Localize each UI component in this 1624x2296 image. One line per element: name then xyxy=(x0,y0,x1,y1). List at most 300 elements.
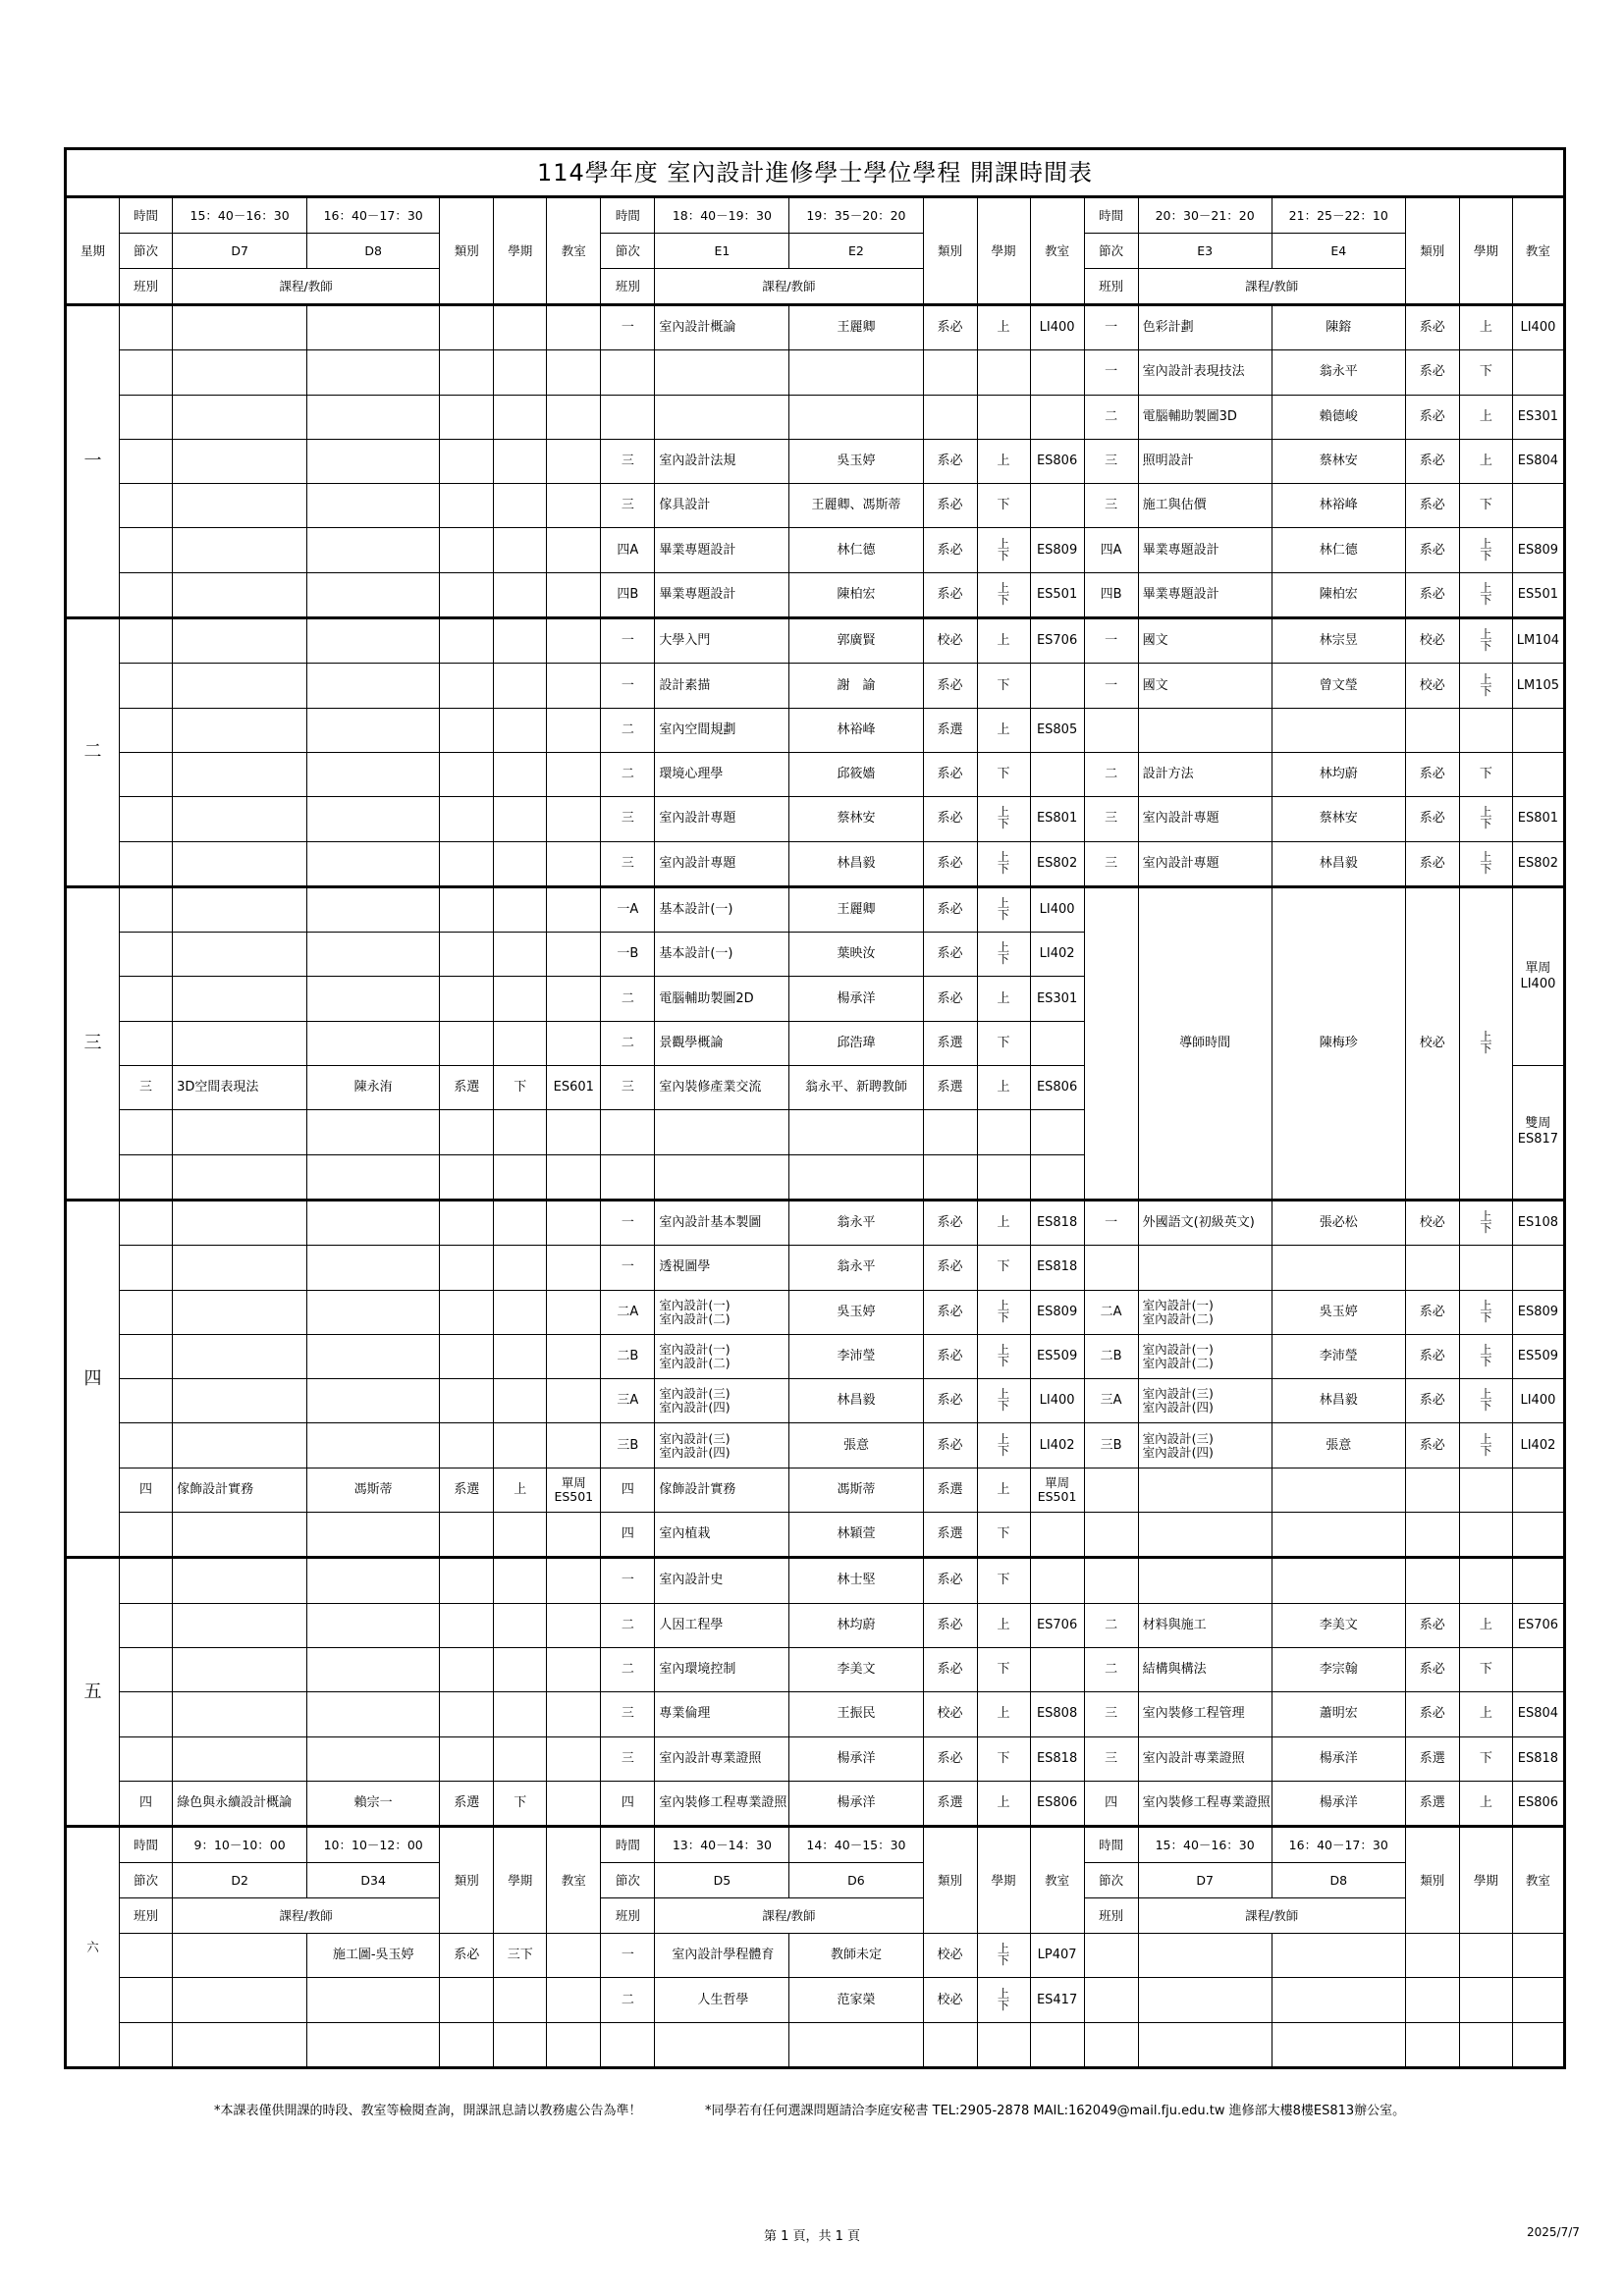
course-cell xyxy=(173,1692,307,1736)
term-cell: 下 xyxy=(977,1647,1030,1691)
teacher-cell: 林穎萱 xyxy=(789,1513,923,1558)
type-cell: 系必 xyxy=(1405,752,1459,796)
room-cell xyxy=(1512,752,1564,796)
period-label: 節次 xyxy=(1084,1863,1138,1898)
room-cell xyxy=(547,1290,601,1334)
course-cell xyxy=(173,886,307,932)
teacher-cell: 賴宗一 xyxy=(307,1781,440,1826)
type-cell: 系選 xyxy=(1405,1736,1459,1781)
period-code: E2 xyxy=(789,234,923,269)
class-label: 班別 xyxy=(120,1898,173,1934)
type-cell xyxy=(440,797,494,841)
course-cell xyxy=(655,2022,789,2067)
type-cell xyxy=(440,395,494,439)
class-cell xyxy=(120,841,173,886)
term-cell xyxy=(1459,1513,1512,1558)
time-slot: 10：10－12：00 xyxy=(307,1827,440,1863)
class-cell xyxy=(120,439,173,483)
type-cell: 系必 xyxy=(440,1934,494,1978)
teacher-cell xyxy=(789,350,923,395)
term-cell xyxy=(1459,528,1512,572)
type-cell xyxy=(440,572,494,617)
room-cell xyxy=(1030,1513,1084,1558)
room-cell xyxy=(1512,1246,1564,1290)
type-header: 類別 xyxy=(1405,1827,1459,1934)
teacher-cell: 范家榮 xyxy=(789,1978,923,2022)
teacher-cell xyxy=(307,1200,440,1245)
class-cell xyxy=(120,1110,173,1154)
class-cell: 一B xyxy=(601,933,655,977)
class-cell xyxy=(120,305,173,350)
teacher-cell xyxy=(1272,1978,1405,2022)
room-cell: ES808 xyxy=(1030,1692,1084,1736)
room-cell xyxy=(1030,664,1084,708)
term-cell xyxy=(494,1154,547,1200)
course-cell xyxy=(173,1290,307,1334)
type-header: 類別 xyxy=(440,197,494,305)
course-cell: 專業倫理 xyxy=(655,1692,789,1736)
type-cell: 系必 xyxy=(923,1736,977,1781)
teacher-cell xyxy=(1272,1468,1405,1512)
class-cell xyxy=(120,528,173,572)
course-cell: 室內設計專題 xyxy=(655,797,789,841)
teacher-cell xyxy=(307,1647,440,1691)
teacher-cell: 楊承洋 xyxy=(789,977,923,1021)
room-cell xyxy=(547,1021,601,1065)
type-cell: 系必 xyxy=(923,439,977,483)
room-header: 教室 xyxy=(1030,1827,1084,1934)
type-cell xyxy=(1405,1246,1459,1290)
course-cell: 傢飾設計實務 xyxy=(655,1468,789,1512)
type-cell: 系選 xyxy=(440,1781,494,1826)
term-cell xyxy=(977,1154,1030,1200)
room-cell xyxy=(1512,1934,1564,1978)
teacher-cell: 李美文 xyxy=(1272,1603,1405,1647)
note-disclaimer: *本課表僅供開課的時段、教室等檢閱查詢，開課訊息請以教務處公告為準！ xyxy=(214,2104,642,2118)
teacher-cell xyxy=(1272,1246,1405,1290)
term-header: 學期 xyxy=(1459,1827,1512,1934)
room-cell xyxy=(547,977,601,1021)
day-wed: 三 xyxy=(66,886,120,1200)
term-cell xyxy=(977,528,1030,572)
term-cell xyxy=(1459,1978,1512,2022)
type-header: 類別 xyxy=(440,1827,494,1934)
type-cell: 系必 xyxy=(1405,797,1459,841)
teacher-cell xyxy=(307,395,440,439)
course-cell xyxy=(655,1154,789,1200)
class-cell xyxy=(120,752,173,796)
room-cell: LM105 xyxy=(1512,664,1564,708)
course-cell: 室內裝修工程專業證照 xyxy=(655,1781,789,1826)
type-cell: 系必 xyxy=(923,1246,977,1290)
teacher-cell: 張意 xyxy=(1272,1423,1405,1468)
term-cell xyxy=(494,1692,547,1736)
class-cell: 二 xyxy=(1084,752,1138,796)
course-cell xyxy=(173,1647,307,1691)
room-cell: LI402 xyxy=(1030,1423,1084,1468)
teacher-cell: 郭廣賢 xyxy=(789,618,923,664)
type-cell: 校必 xyxy=(923,1934,977,1978)
term-cell xyxy=(494,797,547,841)
class-cell: 二 xyxy=(601,752,655,796)
class-cell: 四 xyxy=(601,1781,655,1826)
term-cell xyxy=(1459,572,1512,617)
schedule-sheet xyxy=(64,147,1566,2069)
term-cell xyxy=(494,528,547,572)
class-cell xyxy=(120,977,173,1021)
teacher-cell: 林裕峰 xyxy=(1272,484,1405,528)
teacher-cell: 王麗卿 xyxy=(789,886,923,932)
class-cell xyxy=(120,350,173,395)
class-cell: 一 xyxy=(1084,305,1138,350)
type-cell: 系必 xyxy=(923,1379,977,1423)
time-slot: 15：40－16：30 xyxy=(1138,1827,1272,1863)
course-cell: 綠色與永續設計概論 xyxy=(173,1781,307,1826)
class-cell: 二 xyxy=(601,977,655,1021)
course-cell xyxy=(655,395,789,439)
class-cell: 四 xyxy=(120,1781,173,1826)
course-cell: 畢業專題設計 xyxy=(1138,572,1272,617)
course-cell: 外國語文(初級英文) xyxy=(1138,1200,1272,1245)
course-cell: 室內設計(一) 室內設計(二) xyxy=(655,1290,789,1334)
class-label: 班別 xyxy=(601,1898,655,1934)
teacher-cell xyxy=(307,886,440,932)
term-header: 學期 xyxy=(494,1827,547,1934)
class-cell xyxy=(120,664,173,708)
room-cell xyxy=(1030,2022,1084,2067)
course-cell: 室內設計史 xyxy=(655,1558,789,1603)
type-cell xyxy=(440,618,494,664)
term-header: 學期 xyxy=(494,197,547,305)
type-cell xyxy=(440,1423,494,1468)
term-value: 上 下 xyxy=(1480,1029,1492,1055)
teacher-cell xyxy=(307,1692,440,1736)
term-value: 上 下 xyxy=(998,1298,1010,1324)
teacher-cell: 李美文 xyxy=(789,1647,923,1691)
teacher-cell: 李沛瑩 xyxy=(1272,1334,1405,1378)
type-cell xyxy=(440,528,494,572)
type-cell xyxy=(1405,708,1459,752)
type-cell xyxy=(440,484,494,528)
type-header: 類別 xyxy=(1405,197,1459,305)
teacher-cell: 林均蔚 xyxy=(1272,752,1405,796)
type-cell: 系必 xyxy=(923,1334,977,1378)
course-cell: 人生哲學 xyxy=(655,1978,789,2022)
homeroom-room-odd: 單周 LI400 xyxy=(1512,886,1564,1065)
room-cell xyxy=(547,1603,601,1647)
room-cell: ES801 xyxy=(1030,797,1084,841)
room-cell: ES501 xyxy=(1512,572,1564,617)
page-number: 第 1 頁，共 1 頁 xyxy=(763,2229,861,2244)
course-cell xyxy=(173,933,307,977)
time-slot: 16：40－17：30 xyxy=(307,197,440,234)
term-value: 上 下 xyxy=(998,536,1010,562)
room-cell: ES805 xyxy=(1030,708,1084,752)
class-cell: 四A xyxy=(601,528,655,572)
class-cell: 三B xyxy=(601,1423,655,1468)
term-cell: 下 xyxy=(1459,1736,1512,1781)
teacher-cell xyxy=(307,1423,440,1468)
room-cell xyxy=(547,484,601,528)
type-cell: 校必 xyxy=(1405,664,1459,708)
term-cell xyxy=(1459,841,1512,886)
room-cell: ES417 xyxy=(1030,1978,1084,2022)
teacher-cell xyxy=(307,439,440,483)
course-cell: 室內設計專題 xyxy=(1138,797,1272,841)
teacher-cell xyxy=(307,977,440,1021)
class-cell: 四 xyxy=(601,1513,655,1558)
time-slot: 16：40－17：30 xyxy=(1272,1827,1405,1863)
term-cell: 下 xyxy=(1459,1647,1512,1691)
term-cell xyxy=(494,886,547,932)
term-value: 上 下 xyxy=(998,896,1010,922)
course-cell: 傢飾設計實務 xyxy=(173,1468,307,1512)
homeroom-term xyxy=(1459,886,1512,1200)
term-cell: 上 xyxy=(494,1468,547,1512)
teacher-cell: 翁永平 xyxy=(789,1246,923,1290)
term-value: 上 下 xyxy=(998,805,1010,831)
class-cell xyxy=(120,708,173,752)
course-cell xyxy=(1138,1513,1272,1558)
class-cell xyxy=(120,1290,173,1334)
room-cell xyxy=(547,528,601,572)
term-cell: 下 xyxy=(1459,752,1512,796)
class-cell: 四B xyxy=(1084,572,1138,617)
term-cell xyxy=(494,1379,547,1423)
course-cell xyxy=(173,1736,307,1781)
room-cell xyxy=(547,1334,601,1378)
term-cell xyxy=(494,664,547,708)
type-cell: 系選 xyxy=(923,1468,977,1512)
teacher-cell: 吳玉婷 xyxy=(789,439,923,483)
time-label: 時間 xyxy=(120,197,173,234)
class-cell xyxy=(120,1736,173,1781)
term-value: 上 下 xyxy=(1480,1431,1492,1458)
term-cell: 上 xyxy=(977,1692,1030,1736)
time-label: 時間 xyxy=(120,1827,173,1863)
course-cell: 電腦輔助製圖3D xyxy=(1138,395,1272,439)
class-cell xyxy=(120,1647,173,1691)
class-cell: 一 xyxy=(601,1246,655,1290)
room-cell xyxy=(547,618,601,664)
type-cell: 系必 xyxy=(1405,439,1459,483)
course-cell: 室內設計概論 xyxy=(655,305,789,350)
class-cell: 二B xyxy=(601,1334,655,1378)
term-cell xyxy=(1459,1558,1512,1603)
period-label: 節次 xyxy=(601,1863,655,1898)
term-cell: 下 xyxy=(977,752,1030,796)
course-teacher-label: 課程/教師 xyxy=(655,1898,923,1934)
room-header: 教室 xyxy=(547,197,601,305)
room-header: 教室 xyxy=(1030,197,1084,305)
course-cell xyxy=(1138,1934,1272,1978)
type-cell: 系必 xyxy=(1405,1334,1459,1378)
course-cell: 室內植栽 xyxy=(655,1513,789,1558)
room-cell xyxy=(1030,395,1084,439)
class-cell: 三 xyxy=(601,797,655,841)
course-cell xyxy=(173,664,307,708)
term-cell xyxy=(1459,664,1512,708)
class-cell: 一 xyxy=(601,1934,655,1978)
teacher-cell xyxy=(307,2022,440,2067)
room-cell xyxy=(547,2022,601,2067)
class-cell: 三 xyxy=(601,484,655,528)
room-cell: LI400 xyxy=(1512,305,1564,350)
type-cell: 系必 xyxy=(923,1290,977,1334)
class-cell: 四 xyxy=(1084,1781,1138,1826)
type-cell: 校必 xyxy=(923,1978,977,2022)
course-cell: 透視圖學 xyxy=(655,1246,789,1290)
term-cell: 上 xyxy=(1459,1603,1512,1647)
page-title: 114學年度 室內設計進修學士學位學程 開課時間表 xyxy=(66,149,1565,197)
course-cell: 室內設計專業證照 xyxy=(1138,1736,1272,1781)
type-cell: 系必 xyxy=(923,1423,977,1468)
course-cell: 室內設計(三) 室內設計(四) xyxy=(655,1423,789,1468)
type-cell: 系選 xyxy=(923,708,977,752)
type-header: 類別 xyxy=(923,197,977,305)
course-cell xyxy=(173,1110,307,1154)
room-cell: ES818 xyxy=(1030,1246,1084,1290)
term-cell xyxy=(977,1379,1030,1423)
term-cell xyxy=(977,797,1030,841)
course-cell xyxy=(173,797,307,841)
teacher-cell: 楊承洋 xyxy=(789,1736,923,1781)
term-cell: 三下 xyxy=(494,1934,547,1978)
type-cell: 系必 xyxy=(923,1603,977,1647)
room-cell xyxy=(547,439,601,483)
teacher-cell xyxy=(307,1603,440,1647)
term-value: 上 下 xyxy=(1480,1298,1492,1324)
room-cell: ES809 xyxy=(1030,1290,1084,1334)
course-cell xyxy=(173,977,307,1021)
term-value: 上 下 xyxy=(998,1986,1010,2012)
type-cell xyxy=(440,1290,494,1334)
course-cell xyxy=(173,1558,307,1603)
type-cell xyxy=(440,1513,494,1558)
term-cell: 上 xyxy=(977,977,1030,1021)
term-cell xyxy=(977,1423,1030,1468)
term-cell xyxy=(494,752,547,796)
course-cell: 室內設計學程體育 xyxy=(655,1934,789,1978)
course-cell xyxy=(173,1021,307,1065)
room-cell xyxy=(547,1978,601,2022)
term-cell xyxy=(494,1603,547,1647)
room-cell xyxy=(547,395,601,439)
class-cell xyxy=(1084,2022,1138,2067)
time-label: 時間 xyxy=(1084,1827,1138,1863)
course-cell xyxy=(173,708,307,752)
course-cell xyxy=(1138,1558,1272,1603)
term-value: 上 下 xyxy=(1480,849,1492,876)
class-cell: 一 xyxy=(601,305,655,350)
term-cell xyxy=(977,1110,1030,1154)
type-cell xyxy=(440,752,494,796)
term-cell: 上 xyxy=(1459,439,1512,483)
homeroom-type: 校必 xyxy=(1405,886,1459,1200)
room-cell: ES801 xyxy=(1512,797,1564,841)
course-teacher-label: 課程/教師 xyxy=(655,269,923,305)
room-cell: ES802 xyxy=(1512,841,1564,886)
type-cell: 校必 xyxy=(923,618,977,664)
teacher-cell: 蕭明宏 xyxy=(1272,1692,1405,1736)
class-cell xyxy=(120,886,173,932)
teacher-cell: 林均蔚 xyxy=(789,1603,923,1647)
term-cell: 上 xyxy=(977,1200,1030,1245)
term-header: 學期 xyxy=(977,1827,1030,1934)
course-cell xyxy=(173,752,307,796)
period-code: E3 xyxy=(1138,234,1272,269)
term-cell: 下 xyxy=(977,1246,1030,1290)
room-cell xyxy=(547,1110,601,1154)
class-label: 班別 xyxy=(601,269,655,305)
room-cell: ES806 xyxy=(1030,439,1084,483)
period-code: E1 xyxy=(655,234,789,269)
course-cell: 電腦輔助製圖2D xyxy=(655,977,789,1021)
type-cell xyxy=(440,708,494,752)
term-cell: 上 xyxy=(977,1603,1030,1647)
type-cell: 系必 xyxy=(1405,1603,1459,1647)
room-cell: ES809 xyxy=(1030,528,1084,572)
class-cell: 三 xyxy=(1084,484,1138,528)
course-cell xyxy=(173,1246,307,1290)
time-slot: 18：40－19：30 xyxy=(655,197,789,234)
class-cell xyxy=(120,395,173,439)
term-cell: 下 xyxy=(977,1513,1030,1558)
type-cell: 系必 xyxy=(923,886,977,932)
course-teacher-label: 課程/教師 xyxy=(1138,269,1405,305)
room-cell: ES301 xyxy=(1030,977,1084,1021)
term-value: 上 下 xyxy=(1480,627,1492,654)
room-cell xyxy=(1512,1978,1564,2022)
term-cell xyxy=(494,1647,547,1691)
type-cell xyxy=(440,1110,494,1154)
class-cell: 四A xyxy=(1084,528,1138,572)
term-cell xyxy=(494,1021,547,1065)
room-cell xyxy=(547,664,601,708)
teacher-cell xyxy=(1272,1513,1405,1558)
time-label: 時間 xyxy=(601,1827,655,1863)
term-value: 上 下 xyxy=(998,1387,1010,1414)
term-value: 上 下 xyxy=(998,849,1010,876)
teacher-cell xyxy=(1272,2022,1405,2067)
type-cell: 系選 xyxy=(1405,1781,1459,1826)
room-cell xyxy=(1030,752,1084,796)
room-cell xyxy=(1030,1154,1084,1200)
type-cell xyxy=(1405,1468,1459,1512)
teacher-cell xyxy=(789,1110,923,1154)
teacher-cell: 邱筱嬙 xyxy=(789,752,923,796)
class-cell xyxy=(120,1154,173,1200)
class-cell xyxy=(1084,1513,1138,1558)
time-label: 時間 xyxy=(601,197,655,234)
term-cell xyxy=(494,1200,547,1245)
course-cell: 設計素描 xyxy=(655,664,789,708)
teacher-cell xyxy=(307,1246,440,1290)
type-cell xyxy=(440,439,494,483)
room-cell xyxy=(547,1647,601,1691)
teacher-cell xyxy=(307,350,440,395)
type-cell xyxy=(440,933,494,977)
teacher-cell xyxy=(307,841,440,886)
course-cell: 3D空間表現法 xyxy=(173,1066,307,1110)
type-cell xyxy=(440,2022,494,2067)
room-cell: LI400 xyxy=(1030,886,1084,932)
room-cell xyxy=(547,1692,601,1736)
term-cell xyxy=(494,1423,547,1468)
teacher-cell: 林仁德 xyxy=(1272,528,1405,572)
course-cell xyxy=(173,1423,307,1468)
teacher-cell: 蔡林安 xyxy=(1272,439,1405,483)
